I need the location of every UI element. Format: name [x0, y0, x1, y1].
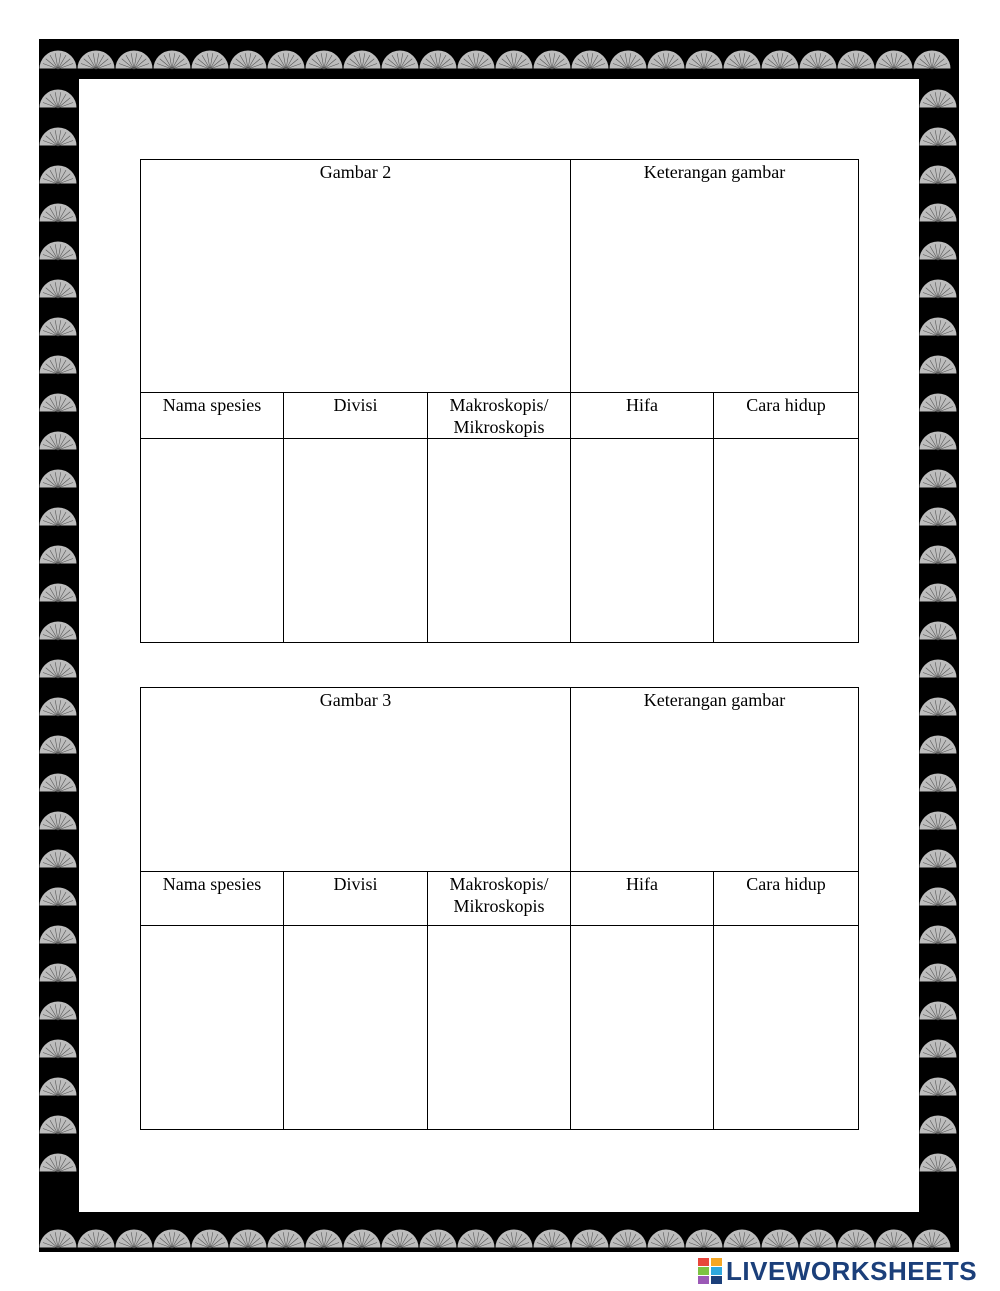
column-header: Nama spesies: [141, 393, 284, 439]
image-drop-area[interactable]: [141, 160, 571, 393]
column-header: Hifa: [571, 872, 714, 926]
liveworksheets-blocks-icon: [698, 1258, 722, 1284]
answer-cell-nama-spesies[interactable]: [141, 439, 284, 643]
answer-cell-divisi[interactable]: [284, 439, 428, 643]
answer-cell-divisi[interactable]: [284, 926, 428, 1130]
worksheet-table-gambar-2: [140, 159, 859, 643]
description-label: Keterangan gambar: [643, 690, 786, 710]
answer-cell-hifa[interactable]: [571, 439, 714, 643]
column-header: Makroskopis/ Mikroskopis: [428, 393, 571, 439]
image-label: Gambar 3: [319, 690, 392, 710]
column-header: Cara hidup: [714, 872, 859, 926]
column-header: Makroskopis/ Mikroskopis: [428, 872, 571, 926]
image-label: Gambar 2: [319, 162, 392, 182]
worksheet-table-gambar-3: [140, 687, 859, 1130]
answer-cell-cara-hidup[interactable]: [714, 439, 859, 643]
column-header: Cara hidup: [714, 393, 859, 439]
answer-cell-makroskopis[interactable]: [428, 439, 571, 643]
column-header: Hifa: [571, 393, 714, 439]
image-drop-area[interactable]: [141, 688, 571, 872]
answer-cell-makroskopis[interactable]: [428, 926, 571, 1130]
answer-cell-nama-spesies[interactable]: [141, 926, 284, 1130]
column-header: Divisi: [284, 393, 428, 439]
answer-cell-cara-hidup[interactable]: [714, 926, 859, 1130]
description-label: Keterangan gambar: [643, 162, 786, 182]
image-description-cell[interactable]: [571, 160, 859, 393]
logo-text: LIVEWORKSHEETS: [726, 1255, 978, 1286]
column-header: Divisi: [284, 872, 428, 926]
answer-cell-hifa[interactable]: [571, 926, 714, 1130]
liveworksheets-logo[interactable]: [698, 1256, 977, 1286]
column-header: Nama spesies: [141, 872, 284, 926]
image-description-cell[interactable]: [571, 688, 859, 872]
